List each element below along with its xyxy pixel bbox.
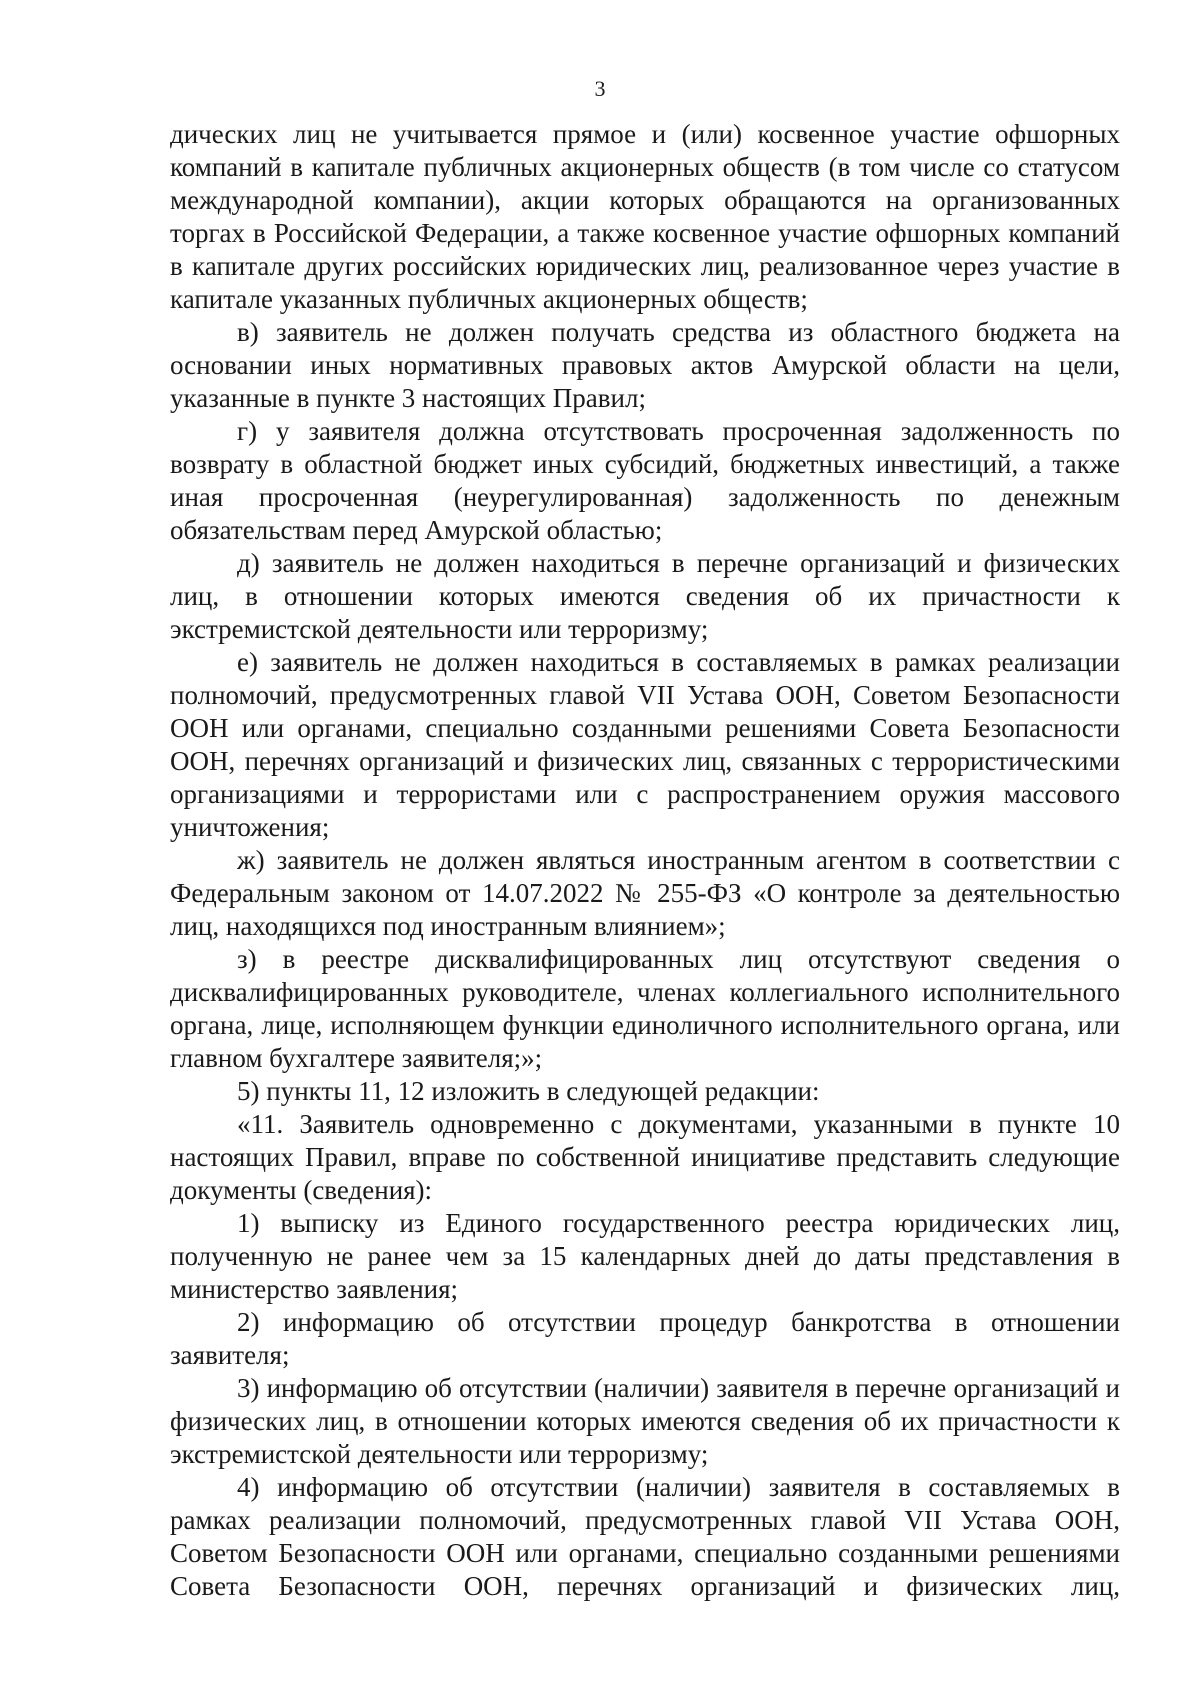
- paragraph-subitem-3: 3) информацию об отсутствии (наличии) заявителя в перечне организаций и физических лиц, в отношении которых имеются сведения об их причастности к экстремистской деятельности или терроризму;: [170, 1373, 1120, 1469]
- document-body: [170, 118, 1120, 1603]
- paragraph-item-z: з) в реестре дисквалифицированных лиц отсутствуют сведения о дисквалифицированных руководителе, членах коллегиального исполнительного органа, лице, исполняющем функции единоличного исполнительного органа, или главном бухгалтере заявителя;»;: [170, 944, 1120, 1073]
- paragraph-item-5: 5) пункты 11, 12 изложить в следующей редакции:: [237, 1076, 820, 1106]
- paragraph-item-d: д) заявитель не должен находиться в перечне организаций и физических лиц, в отношении которых имеются сведения об их причастности к экстремистской деятельности или терроризму;: [170, 548, 1120, 644]
- paragraph-subitem-2: 2) информацию об отсутствии процедур банкротства в отношении заявителя;: [170, 1307, 1120, 1370]
- paragraph-item-g: г) у заявителя должна отсутствовать просроченная задолженность по возврату в областной бюджет иных субсидий, бюджетных инвестиций, а также иная просроченная (неурегулированная) задолженность по денежным обязательствам перед Амурской областью;: [170, 416, 1120, 545]
- paragraph-subitem-4: 4) информацию об отсутствии (наличии) заявителя в составляемых в рамках реализации полномочий, предусмотренных главой VII Устава ООН, Советом Безопасности ООН или органами, специально созданными решениями Совета Безопасности ООН, перечнях организаций и физических лиц,: [170, 1472, 1120, 1601]
- paragraph-item-e: е) заявитель не должен находиться в составляемых в рамках реализации полномочий, предусмотренных главой VII Устава ООН, Советом Безопасности ООН или органами, специально созданными решениями Совета Безопасности ООН, перечнях организаций и физических лиц, связанных с террористическими организациями и террористами или с распространением оружия массового уничтожения;: [170, 647, 1120, 842]
- paragraph-clause-11: «11. Заявитель одновременно с документами, указанными в пункте 10 настоящих Правил, вправе по собственной инициативе представить следующие документы (сведения):: [170, 1109, 1120, 1205]
- paragraph-item-zh: ж) заявитель не должен являться иностранным агентом в соответствии с Федеральным законом от 14.07.2022 № 255-ФЗ «О контроле за деятельностью лиц, находящихся под иностранным влиянием»;: [170, 845, 1120, 941]
- paragraph-item-v: в) заявитель не должен получать средства из областного бюджета на основании иных нормативных правовых актов Амурской области на цели, указанные в пункте 3 настоящих Правил;: [170, 317, 1120, 413]
- page-number: 3: [594, 76, 606, 101]
- paragraph-continuation: дических лиц не учитывается прямое и (или) косвенное участие офшорных компаний в капитале публичных акционерных обществ (в том числе со статусом международной компании), акции которых обращаются на организованных торгах в Российской Федерации, а также косвенное участие офшорных компаний в капитале других российских юридических лиц, реализованное через участие в капитале указанных публичных акционерных обществ;: [170, 119, 1120, 314]
- paragraph-subitem-1: 1) выписку из Единого государственного реестра юридических лиц, полученную не ранее чем за 15 календарных дней до даты представления в министерство заявления;: [170, 1208, 1120, 1304]
